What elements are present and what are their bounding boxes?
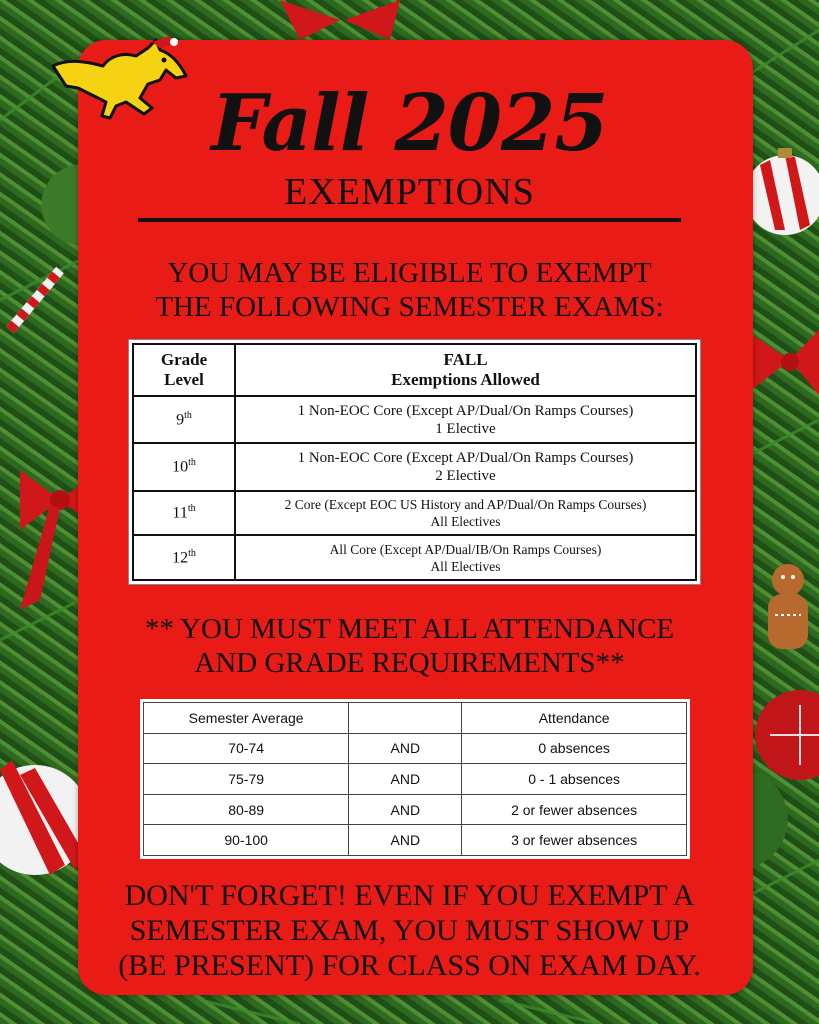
grade-level-header bbox=[133, 344, 235, 396]
reminder-line: DON'T FORGET! EVEN IF YOU EXEMPT A bbox=[124, 879, 695, 912]
attendance-header: Attendance bbox=[462, 703, 687, 734]
attendance-cell: 0 absences bbox=[462, 733, 687, 764]
grade-number: 9 bbox=[176, 411, 185, 429]
exemption-line: 1 Non-EOC Core (Except AP/Dual/On Ramps Courses) bbox=[297, 449, 634, 466]
join-cell: AND bbox=[349, 733, 462, 764]
red-ornament-icon bbox=[755, 690, 819, 780]
join-cell: AND bbox=[349, 825, 462, 856]
table-row bbox=[144, 825, 687, 856]
requirements-table bbox=[140, 699, 690, 859]
join-cell: AND bbox=[349, 764, 462, 795]
attendance-cell: 2 or fewer absences bbox=[462, 794, 687, 825]
exemption-line: 1 Non-EOC Core (Except AP/Dual/On Ramps Courses) bbox=[297, 402, 634, 419]
striped-ornament-icon bbox=[0, 760, 90, 875]
requirements-line: ** YOU MUST MEET ALL ATTENDANCE bbox=[144, 613, 675, 645]
grade-number: 10 bbox=[172, 458, 189, 476]
exemption-line: 2 Core (Except EOC US History and AP/Dual/On Ramps Courses) bbox=[284, 496, 647, 512]
table-row bbox=[144, 794, 687, 825]
header-line: Level bbox=[164, 370, 204, 390]
average-cell: 75-79 bbox=[144, 764, 349, 795]
grade-cell bbox=[133, 443, 235, 490]
table-row bbox=[133, 535, 696, 580]
grade-suffix: th bbox=[188, 457, 196, 469]
table-row bbox=[133, 443, 696, 490]
header-line: FALL bbox=[443, 350, 488, 370]
page-subtitle: EXEMPTIONS bbox=[284, 171, 535, 213]
exemption-line: All Core (Except AP/Dual/IB/On Ramps Courses) bbox=[329, 541, 602, 557]
average-cell: 90-100 bbox=[144, 825, 349, 856]
grade-cell bbox=[133, 535, 235, 580]
grade-cell bbox=[133, 491, 235, 536]
exemption-cell bbox=[235, 396, 696, 443]
average-cell: 70-74 bbox=[144, 733, 349, 764]
average-cell: 80-89 bbox=[144, 794, 349, 825]
table-row bbox=[133, 396, 696, 443]
semester-average-header: Semester Average bbox=[144, 703, 349, 734]
requirements-table-header bbox=[144, 703, 687, 734]
exemptions-table-header bbox=[133, 344, 696, 396]
table-row bbox=[133, 491, 696, 536]
reminder-line: SEMESTER EXAM, YOU MUST SHOW UP bbox=[129, 914, 690, 947]
table-row bbox=[144, 733, 687, 764]
exemption-line: 2 Elective bbox=[435, 467, 496, 484]
requirements-text bbox=[0, 612, 819, 680]
eligibility-text bbox=[0, 256, 819, 324]
red-bow-icon bbox=[745, 330, 819, 395]
exemption-line: 1 Elective bbox=[435, 420, 496, 437]
page-title: Fall 2025 bbox=[211, 78, 608, 169]
eligibility-line: YOU MAY BE ELIGIBLE TO EXEMPT bbox=[167, 257, 652, 289]
fall-exemptions-header bbox=[235, 344, 696, 396]
grade-suffix: th bbox=[184, 410, 192, 422]
title-divider bbox=[138, 218, 681, 222]
red-bow-icon bbox=[280, 0, 400, 40]
exemption-cell bbox=[235, 491, 696, 536]
reminder-line: (BE PRESENT) FOR CLASS ON EXAM DAY. bbox=[118, 949, 701, 982]
eligibility-line: THE FOLLOWING SEMESTER EXAMS: bbox=[155, 291, 664, 323]
grade-number: 12 bbox=[172, 549, 189, 567]
header-line: Grade bbox=[160, 350, 208, 370]
exemption-line: All Electives bbox=[430, 513, 501, 529]
exemption-line: All Electives bbox=[430, 558, 501, 574]
exemptions-table bbox=[128, 339, 701, 585]
attendance-cell: 0 - 1 absences bbox=[462, 764, 687, 795]
grade-suffix: th bbox=[187, 503, 196, 515]
grade-cell bbox=[133, 396, 235, 443]
requirements-line: AND GRADE REQUIREMENTS** bbox=[194, 647, 625, 679]
reminder-text bbox=[0, 878, 819, 983]
header-line: Exemptions Allowed bbox=[391, 370, 540, 390]
grade-number: 11 bbox=[172, 504, 188, 522]
exemption-cell bbox=[235, 535, 696, 580]
attendance-cell: 3 or fewer absences bbox=[462, 825, 687, 856]
join-header bbox=[349, 703, 462, 734]
grade-suffix: th bbox=[188, 547, 196, 559]
exemption-cell bbox=[235, 443, 696, 490]
table-row bbox=[144, 764, 687, 795]
join-cell: AND bbox=[349, 794, 462, 825]
